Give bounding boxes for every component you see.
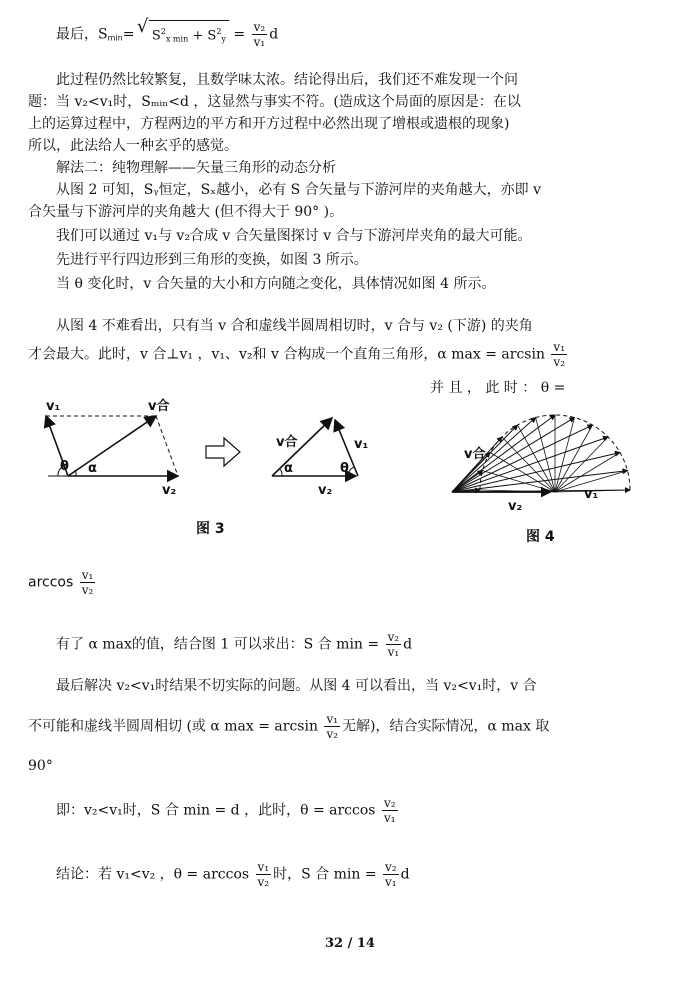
fig3-tri-label-theta: θ: [340, 461, 349, 476]
rad-b-sub: y: [221, 34, 226, 44]
fraction-v1-v2-b: [80, 568, 96, 597]
para-11-mid: 时，S 合 min =: [273, 866, 377, 883]
para-2-line-1: 从图 2 可知，Sᵧ恒定，Sₓ越小，必有 S 合矢量与下游河岸的夹角越大，亦即 v: [56, 182, 542, 198]
fig3-transform-arrow-icon: [206, 438, 240, 466]
formula-prefix: 最后，S: [56, 26, 108, 43]
page-number: 32 / 14: [325, 936, 375, 951]
frac-num: v₂: [387, 630, 400, 644]
frac-num: v₁: [326, 712, 339, 726]
frac-den: v₂: [257, 875, 270, 889]
fraction-v1-v2-c: [324, 712, 340, 741]
equals-sign-2: =: [233, 26, 246, 43]
para-6-line-2: [28, 340, 569, 369]
plus-sign: +: [192, 28, 204, 44]
sqrt-expression: [149, 20, 229, 49]
para-9-line-2-text: 不可能和虚线半圆周相切 (或 α max = arcsin: [28, 718, 318, 735]
frac-den: v₂: [326, 727, 339, 741]
fraction-v1-v2: [551, 340, 567, 369]
frac-num: v₂: [383, 796, 396, 810]
frac-num: v₁: [81, 568, 94, 582]
formula-tail: d: [269, 26, 279, 43]
para-9-line-2-tail: 无解)，结合实际情况，α max 取: [342, 718, 550, 735]
para-7-right: 并 且 ， 此 时 ： θ =: [430, 380, 566, 396]
rad-a-sub: x min: [165, 34, 189, 44]
para-10-text: 即：v₂<v₁时，S 合 min = d ，此时，θ = arccos: [56, 802, 376, 819]
para-6-line-1: 从图 4 不难看出，只有当 v 合和虚线半圆周相切时，v 合与 v₂ (下游) 的夹角: [56, 318, 533, 334]
fig3-tri-alpha-arc: [280, 469, 282, 476]
para-9-line-1: 最后解决 v₂<v₁时结果不切实际的问题。从图 4 可以看出，当 v₂<v₁时，v 合: [56, 678, 537, 694]
para-5: 当 θ 变化时，v 合矢量的大小和方向随之变化，具体情况如图 4 所示。: [56, 276, 496, 292]
para-1-line-4: 所以，此法给人一种玄乎的感觉。: [28, 138, 238, 154]
figure-3-caption: 图 3: [196, 521, 225, 537]
para-11: [56, 860, 410, 889]
fig3-tri-label-v1: v₁: [354, 437, 369, 452]
fig4-label-v2: v₂: [508, 499, 523, 514]
frac-num: v₁: [553, 340, 566, 354]
frac-num: v₂: [385, 860, 397, 874]
frac-num: v₁: [257, 860, 270, 874]
fig3-tri-label-vhe: v合: [276, 435, 298, 450]
fig4-vhe-line: [452, 437, 608, 492]
fraction-v2-v1-b: [386, 630, 402, 659]
fig4-label-v1: v₁: [584, 487, 599, 502]
para-11-text: 结论：若 v₁<v₂ ，θ = arccos: [56, 866, 250, 883]
equals-sign: =: [122, 26, 135, 43]
rad-a: S: [151, 28, 161, 44]
frac-num: v₂: [253, 20, 266, 35]
fig3-label-v2: v₂: [162, 483, 177, 498]
para-6-line-2-text: 才会最大。此时，v 合⊥v₁ ，v₁、v₂和 v 合构成一个直角三角形，α max = arcsin: [28, 346, 545, 363]
para-11-tail: d: [400, 866, 410, 883]
para-1-line-2: 题：当 v₂<v₁时，Sₘᵢₙ<d ，这显然与事实不符。(造成这个局面的原因是：在以: [28, 94, 521, 110]
fraction-v2-v1: [252, 20, 268, 49]
para-8: [56, 630, 412, 659]
frac-den: v₂: [81, 583, 94, 597]
figure-3: [28, 396, 408, 506]
frac-den: v₁: [385, 875, 397, 889]
para-10: [56, 796, 400, 825]
formula-smin: [56, 20, 278, 49]
para-2-line-2: 合矢量与下游河岸的夹角越大 (但不得大于 90° )。: [28, 204, 344, 220]
rad-b: S: [207, 28, 217, 44]
para-7-left: [28, 568, 97, 597]
fraction-v2-v1-d: [383, 860, 399, 889]
fig3-vhe-arrow: [68, 416, 156, 476]
sub-min: min: [107, 33, 123, 43]
fig3-label-alpha: α: [88, 461, 97, 476]
figure-4-caption: 图 4: [526, 529, 555, 545]
rad-b-sup: 2: [216, 27, 222, 36]
frac-den: v₁: [383, 811, 396, 825]
fig3-tri-label-v2: v₂: [318, 483, 333, 498]
para-4: 先进行平行四边形到三角形的变换，如图 3 所示。: [56, 252, 368, 268]
fig3-label-vhe: v合: [148, 399, 170, 414]
fig3-alpha-arc: [75, 470, 76, 476]
frac-den: v₁: [387, 645, 400, 659]
arccos-text: arccos: [28, 574, 74, 591]
para-1-line-3: 上的运算过程中，方程两边的平方和开方过程中必然出现了增根或遗根的现象): [28, 116, 510, 132]
para-8-text: 有了 α max的值，结合图 1 可以求出：S 合 min =: [56, 636, 380, 653]
method-2-title: 解法二：纯物理解——矢量三角形的动态分析: [56, 160, 336, 176]
para-1-line-1: 此过程仍然比较繁复，且数学味太浓。结论得出后，我们还不难发现一个问: [56, 72, 518, 88]
figure-4: [450, 400, 650, 520]
frac-den: v₁: [253, 35, 266, 50]
para-9-line-2: [28, 712, 549, 741]
fraction-v2-v1-c: [382, 796, 398, 825]
fraction-v1-v2-d: [256, 860, 272, 889]
fig3-label-theta: θ: [60, 459, 69, 474]
frac-den: v₂: [553, 355, 566, 369]
para-3: 我们可以通过 v₁与 v₂合成 v 合矢量图探讨 v 合与下游河岸夹角的最大可能。: [56, 228, 532, 244]
fig3-dash-right: [156, 416, 178, 476]
para-8-tail: d: [403, 636, 413, 653]
para-9-line-3: 90°: [28, 758, 53, 774]
fig3-tri-label-alpha: α: [284, 461, 293, 476]
fig4-label-vhe: v合: [464, 447, 486, 462]
rad-a-sup: 2: [160, 27, 166, 36]
fig3-label-v1: v₁: [46, 399, 61, 414]
